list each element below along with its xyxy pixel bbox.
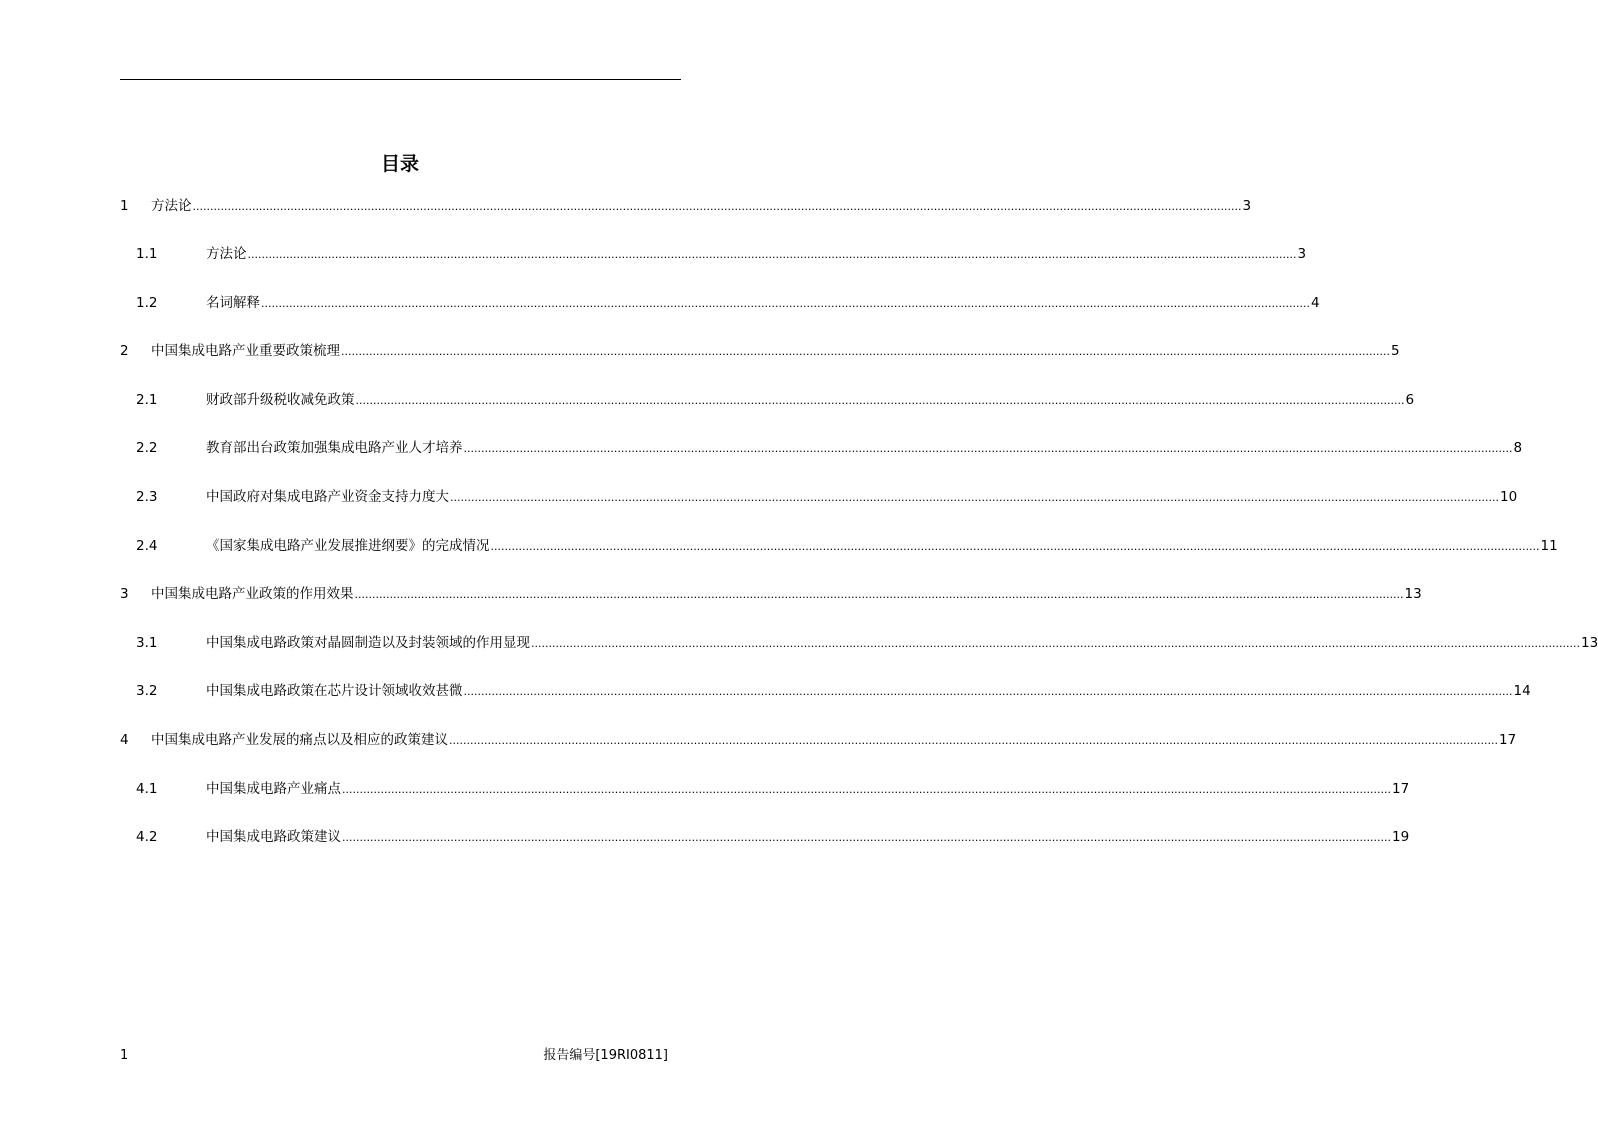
toc-entry bbox=[206, 487, 1518, 508]
toc-page-number: 3 bbox=[1297, 246, 1307, 262]
toc-page-number: 10 bbox=[1499, 489, 1518, 505]
toc-entry bbox=[151, 341, 1400, 362]
toc-entry bbox=[206, 681, 1531, 702]
toc-number: 3 bbox=[120, 586, 129, 602]
toc-text[interactable]: 方法论 bbox=[206, 246, 247, 262]
toc-entry bbox=[206, 244, 1307, 265]
toc-text[interactable]: 中国集成电路产业政策的作用效果 bbox=[151, 586, 354, 602]
toc-page-number: 19 bbox=[1391, 829, 1410, 845]
dot-leader: ............................................................................................................................................................................................................................................................................................................ bbox=[354, 588, 1404, 601]
toc-entry bbox=[206, 438, 1523, 459]
toc-title: 目录 bbox=[380, 153, 419, 175]
toc-page-number: 5 bbox=[1390, 343, 1400, 359]
dot-leader: ............................................................................................................................................................................................................................................................................................................ bbox=[247, 248, 1297, 261]
toc-text[interactable]: 中国政府对集成电路产业资金支持力度大 bbox=[206, 489, 449, 505]
toc-number: 1.1 bbox=[136, 246, 158, 262]
dot-leader: ............................................................................................................................................................................................................................................................................................................ bbox=[342, 831, 1391, 844]
toc-text[interactable]: 方法论 bbox=[151, 198, 192, 214]
toc-text[interactable]: 中国集成电路政策建议 bbox=[206, 829, 341, 845]
dot-leader: ............................................................................................................................................................................................................................................................................................................ bbox=[355, 394, 1405, 407]
toc-page-number: 3 bbox=[1242, 198, 1252, 214]
toc-entry bbox=[206, 827, 1410, 848]
toc-number: 2.1 bbox=[136, 392, 158, 408]
toc-entry bbox=[206, 536, 1558, 557]
toc-page-number: 13 bbox=[1580, 635, 1598, 651]
toc-row[interactable] bbox=[120, 681, 1531, 701]
toc-number: 2.2 bbox=[136, 440, 158, 456]
footer-report-code: 报告编号[19RI0811] bbox=[543, 1048, 668, 1063]
dot-leader: ............................................................................................................................................................................................................................................................................................................ bbox=[490, 540, 1540, 553]
footer-page-number: 1 bbox=[120, 1048, 129, 1063]
header-rule bbox=[120, 79, 681, 80]
toc-text[interactable]: 中国集成电路产业发展的痛点以及相应的政策建议 bbox=[151, 732, 448, 748]
toc-entry bbox=[206, 293, 1320, 314]
dot-leader: ............................................................................................................................................................................................................................................................................................................ bbox=[531, 637, 1580, 650]
toc-row[interactable] bbox=[120, 487, 1518, 507]
toc-text[interactable]: 中国集成电路产业重要政策梳理 bbox=[151, 343, 340, 359]
dot-leader: ............................................................................................................................................................................................................................................................................................................ bbox=[192, 200, 1242, 213]
toc-entry bbox=[151, 584, 1422, 605]
toc-number: 1 bbox=[120, 198, 129, 214]
dot-leader: ............................................................................................................................................................................................................................................................................................................ bbox=[342, 783, 1391, 796]
toc-page-number: 11 bbox=[1540, 538, 1558, 554]
toc-text[interactable]: 《国家集成电路产业发展推进纲要》的完成情况 bbox=[206, 538, 490, 554]
toc-number: 4.1 bbox=[136, 781, 158, 797]
toc-page-number: 17 bbox=[1391, 781, 1410, 797]
toc-entry bbox=[206, 779, 1410, 800]
toc-number: 2.4 bbox=[136, 538, 158, 554]
toc-row[interactable] bbox=[120, 438, 1523, 458]
toc-number: 3.1 bbox=[136, 635, 158, 651]
toc-row[interactable] bbox=[120, 196, 1252, 216]
toc-number: 1.2 bbox=[136, 295, 158, 311]
toc-page-number: 17 bbox=[1498, 732, 1517, 748]
toc-page-number: 13 bbox=[1404, 586, 1422, 602]
toc-text[interactable]: 中国集成电路政策对晶圆制造以及封装领域的作用显现 bbox=[206, 635, 530, 651]
toc-row[interactable] bbox=[120, 341, 1400, 361]
dot-leader: ............................................................................................................................................................................................................................................................................................................ bbox=[261, 297, 1310, 310]
toc-text[interactable]: 教育部出台政策加强集成电路产业人才培养 bbox=[206, 440, 463, 456]
dot-leader: ............................................................................................................................................................................................................................................................................................................ bbox=[450, 491, 1499, 504]
toc-number: 4 bbox=[120, 732, 129, 748]
toc-text[interactable]: 中国集成电路产业痛点 bbox=[206, 781, 341, 797]
dot-leader: ............................................................................................................................................................................................................................................................................................................ bbox=[463, 685, 1513, 698]
toc-page-number: 14 bbox=[1513, 683, 1531, 699]
toc-row[interactable] bbox=[120, 633, 1598, 653]
toc-row[interactable] bbox=[120, 584, 1422, 604]
toc-number: 2.3 bbox=[136, 489, 158, 505]
toc-number: 2 bbox=[120, 343, 129, 359]
toc-number: 4.2 bbox=[136, 829, 158, 845]
toc-row[interactable] bbox=[120, 827, 1410, 847]
toc-row[interactable] bbox=[120, 390, 1415, 410]
toc-page-number: 8 bbox=[1513, 440, 1523, 456]
dot-leader: ............................................................................................................................................................................................................................................................................................................ bbox=[449, 734, 1498, 747]
toc-entry bbox=[206, 390, 1415, 411]
toc-page-number: 4 bbox=[1310, 295, 1320, 311]
toc-row[interactable] bbox=[120, 244, 1307, 264]
toc-entry bbox=[206, 633, 1598, 654]
toc-entry bbox=[151, 196, 1252, 217]
toc-text[interactable]: 中国集成电路政策在芯片设计领域收效甚微 bbox=[206, 683, 463, 699]
toc-text[interactable]: 财政部升级税收减免政策 bbox=[206, 392, 355, 408]
toc-text[interactable]: 名词解释 bbox=[206, 295, 260, 311]
toc-number: 3.2 bbox=[136, 683, 158, 699]
toc-row[interactable] bbox=[120, 293, 1320, 313]
toc-page-number: 6 bbox=[1405, 392, 1415, 408]
toc-entry bbox=[151, 730, 1517, 751]
toc-row[interactable] bbox=[120, 536, 1558, 556]
toc-row[interactable] bbox=[120, 730, 1517, 750]
dot-leader: ............................................................................................................................................................................................................................................................................................................ bbox=[341, 345, 1390, 358]
toc-row[interactable] bbox=[120, 779, 1410, 799]
dot-leader: ............................................................................................................................................................................................................................................................................................................ bbox=[463, 442, 1513, 455]
